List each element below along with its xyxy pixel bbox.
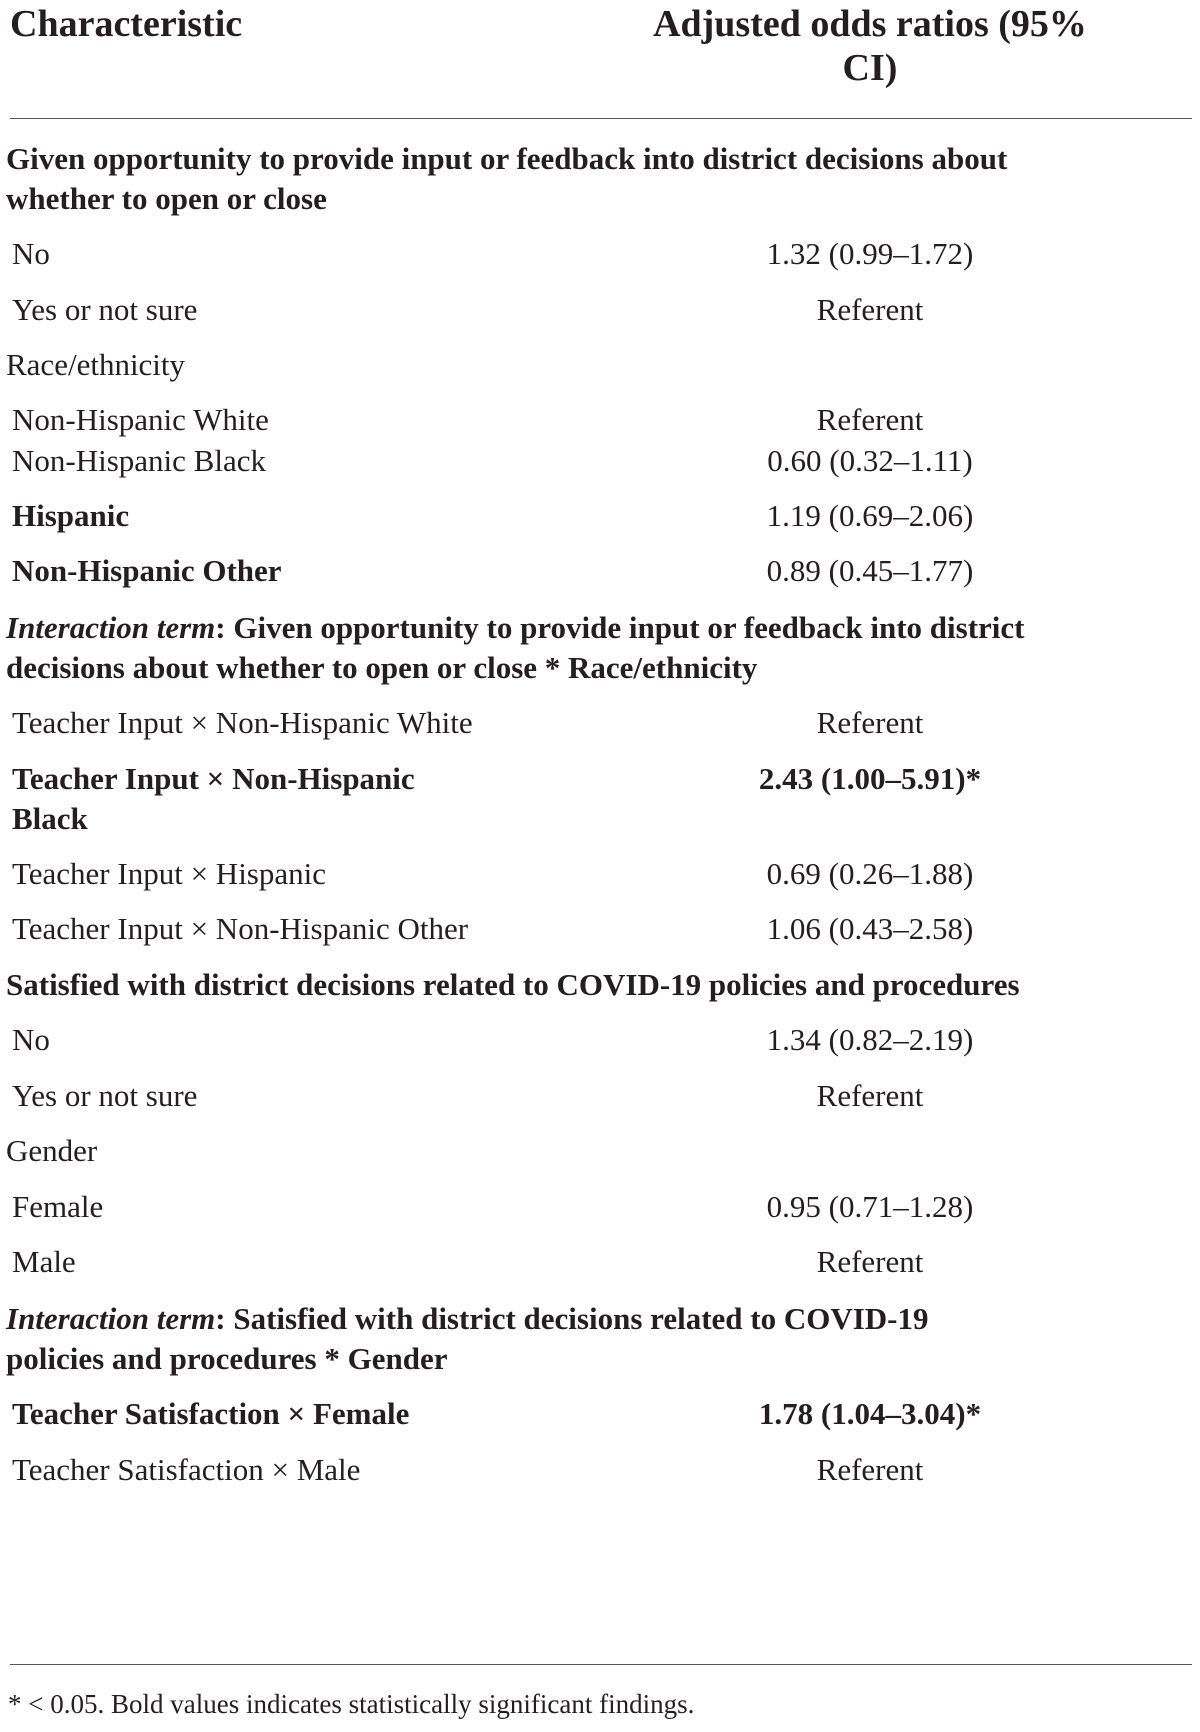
- section-input-line1: Given opportunity to provide input or feedback into district decisions about: [6, 141, 1008, 176]
- row-label: Teacher Input × Non-Hispanic: [12, 761, 415, 796]
- row-label: No: [12, 236, 50, 271]
- interaction-term-text: : Satisfied with district decisions related to COVID-19: [215, 1301, 929, 1336]
- header-rule: [10, 118, 1192, 119]
- row-label: Teacher Satisfaction × Male: [12, 1452, 361, 1487]
- row-value: Referent: [816, 402, 924, 437]
- row-value: 2.43 (1.00–5.91)*: [758, 761, 982, 796]
- row-label: Teacher Input × Non-Hispanic White: [12, 705, 473, 740]
- section-satisfied: Satisfied with district decisions related to COVID-19 policies and procedures: [6, 967, 1020, 1002]
- row-value: 1.32 (0.99–1.72): [766, 236, 974, 271]
- row-value: Referent: [816, 705, 924, 740]
- footer-rule: [10, 1664, 1192, 1665]
- row-value: Referent: [816, 1244, 924, 1279]
- row-value: 0.89 (0.45–1.77): [766, 553, 974, 588]
- row-value: 1.19 (0.69–2.06): [766, 498, 974, 533]
- row-label: Teacher Input × Hispanic: [12, 856, 326, 891]
- interaction-term-text: : Given opportunity to provide input or feedback into district: [215, 610, 1025, 645]
- row-label: Non-Hispanic Black: [12, 443, 266, 478]
- section-race-ethnicity: Race/ethnicity: [6, 347, 186, 382]
- row-label: No: [12, 1022, 50, 1057]
- row-value: 1.34 (0.82–2.19): [766, 1022, 974, 1057]
- row-label: Yes or not sure: [12, 1078, 198, 1113]
- row-value: 0.60 (0.32–1.11): [767, 443, 973, 478]
- column-header-odds-ratios: [600, 2, 1140, 90]
- row-label: Teacher Satisfaction × Female: [12, 1396, 410, 1431]
- row-label: Teacher Input × Non-Hispanic Other: [12, 911, 469, 946]
- column-header-odds-line2: CI): [842, 47, 898, 89]
- row-label: Female: [12, 1189, 104, 1224]
- row-value: 1.78 (1.04–3.04)*: [758, 1396, 982, 1431]
- row-value: Referent: [816, 1078, 924, 1113]
- section-interaction-2-line2: policies and procedures * Gender: [6, 1341, 448, 1376]
- row-label: Hispanic: [12, 498, 130, 533]
- row-label: Black: [12, 801, 88, 836]
- row-label: Yes or not sure: [12, 292, 198, 327]
- interaction-term-label: Interaction term: [6, 610, 216, 645]
- section-interaction-1-line2: decisions about whether to open or close * Race/ethnicity: [6, 650, 758, 685]
- row-value: Referent: [816, 1452, 924, 1487]
- row-label: Non-Hispanic White: [12, 402, 269, 437]
- footnote: * < 0.05. Bold values indicates statistically significant findings.: [8, 1689, 695, 1719]
- row-value: Referent: [816, 292, 924, 327]
- row-label: Non-Hispanic Other: [12, 553, 282, 588]
- section-input-line2: whether to open or close: [6, 181, 327, 216]
- column-header-characteristic: Characteristic: [10, 3, 243, 45]
- column-header-odds-line1: Adjusted odds ratios (95%: [653, 3, 1087, 45]
- section-interaction-1-line1: [6, 606, 1024, 650]
- row-value: 1.06 (0.43–2.58): [766, 911, 974, 946]
- row-value: 0.69 (0.26–1.88): [766, 856, 974, 891]
- interaction-term-label: Interaction term: [6, 1301, 216, 1336]
- section-gender: Gender: [6, 1133, 98, 1168]
- row-label: Male: [12, 1244, 76, 1279]
- row-value: 0.95 (0.71–1.28): [766, 1189, 974, 1224]
- section-interaction-2-line1: [6, 1297, 929, 1341]
